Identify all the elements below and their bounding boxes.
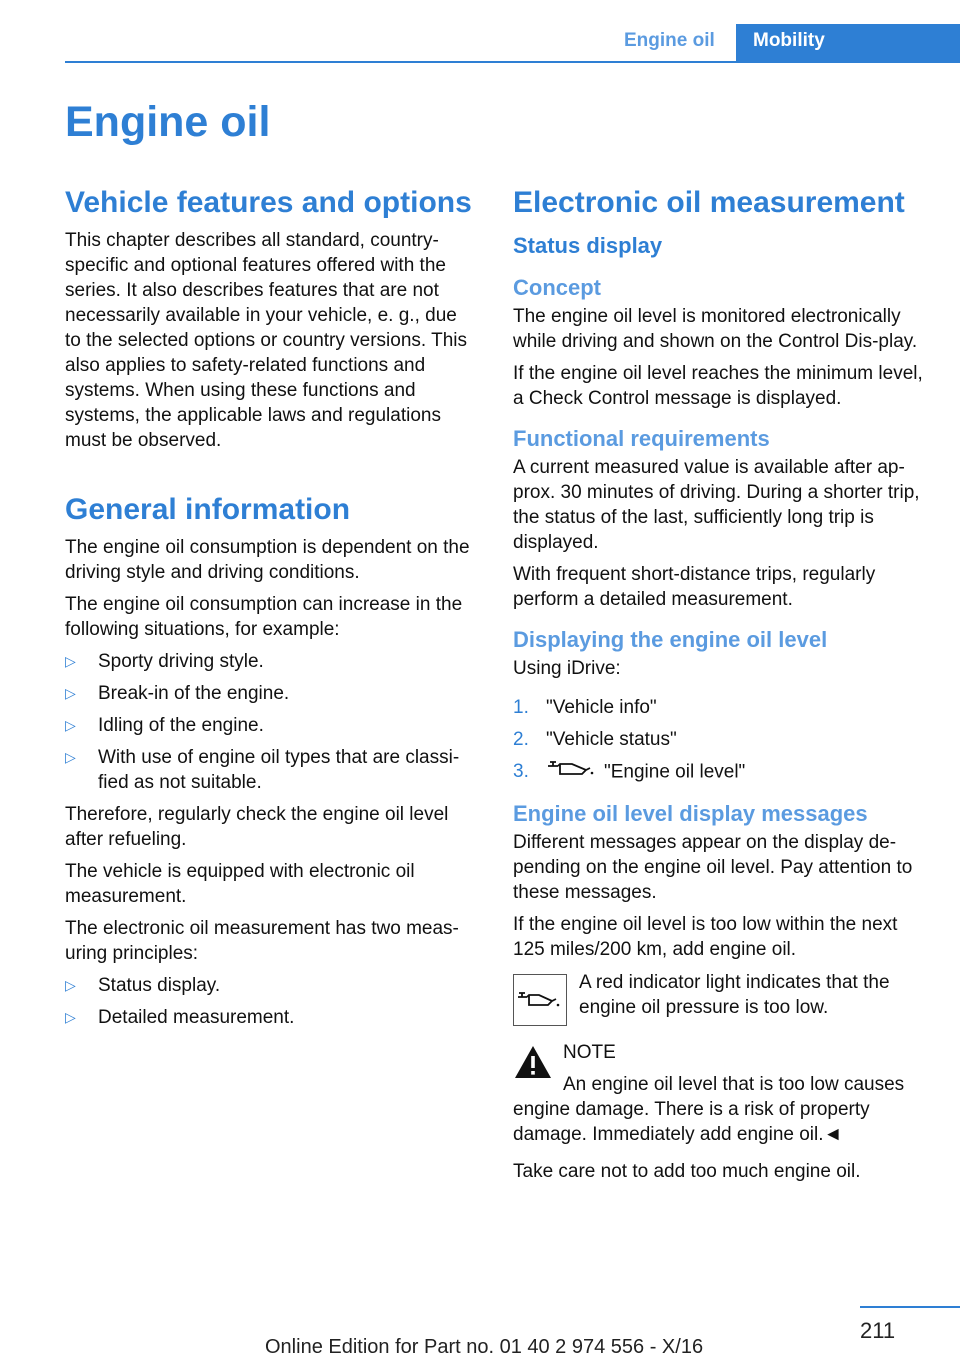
general-paragraph-1: The engine oil consumption is dependent on the driving style and driving conditions. — [65, 537, 470, 583]
heading-displaying-oil-level: Displaying the engine oil level — [513, 627, 828, 652]
step-item — [513, 759, 927, 786]
page-title: Engine oil — [65, 98, 271, 146]
oil-pressure-indicator-icon — [513, 974, 567, 1026]
messages-paragraph-2: If the engine oil level is too low within the next 125 miles/200 km, add engine oil. — [513, 914, 898, 960]
header-section: Engine oil — [624, 30, 715, 51]
step-item — [513, 695, 927, 720]
general-paragraph-4: The vehicle is equipped with electronic oil measurement. — [65, 861, 415, 907]
list-item — [65, 973, 477, 998]
list-item — [65, 713, 477, 738]
general-paragraph-2: The engine oil consumption can increase in the following situations, for example: — [65, 594, 463, 640]
triangle-bullet-icon: ▷ — [65, 749, 76, 765]
step-text: "Engine oil level" — [604, 761, 746, 783]
header-tab: Mobility — [736, 24, 960, 61]
header-rule — [65, 61, 960, 63]
functional-paragraph-1: A current measured value is available after ap-prox. 30 minutes of driving. During a shorter trip, the status of the last, sufficiently long trip is displayed. — [513, 457, 920, 553]
list-item — [65, 681, 477, 706]
functional-paragraph-2: With frequent short-distance trips, regularly perform a detailed measurement. — [513, 564, 876, 610]
list-item — [65, 1005, 477, 1030]
indicator-light-paragraph — [513, 970, 927, 1028]
right-column — [513, 184, 927, 1191]
heading-general-information: General information — [65, 493, 351, 526]
triangle-bullet-icon: ▷ — [65, 685, 76, 701]
page-number-rule — [860, 1306, 960, 1308]
situations-list — [65, 649, 477, 795]
warning-triangle-icon — [513, 1044, 553, 1087]
step-text: "Vehicle info" — [546, 697, 657, 718]
idrive-paragraph: Using iDrive: — [513, 658, 621, 679]
general-paragraph-3: Therefore, regularly check the engine oil level after refueling. — [65, 804, 449, 850]
features-paragraph: This chapter describes all standard, country-specific and optional features offered with the series. It also describes features that are not necessarily available in your vehicle, e. g., due to the selected options or country versions. This also applies to safety-related functions and systems. When using these functions and systems, the applicable laws and regulations must be observed. — [65, 230, 468, 451]
messages-paragraph-1: Different messages appear on the display de-pending on the engine oil level. Pay attention to these messages. — [513, 832, 913, 903]
general-paragraph-5: The electronic oil measurement has two meas-uring principles: — [65, 918, 459, 964]
step-text: "Vehicle status" — [546, 729, 677, 750]
list-item-text: Idling of the engine. — [98, 715, 264, 736]
step-number: 3. — [513, 761, 529, 782]
concept-paragraph-2: If the engine oil level reaches the minimum level, a Check Control message is displayed. — [513, 363, 923, 409]
note-block — [513, 1040, 927, 1147]
step-item — [513, 727, 927, 752]
idrive-steps — [513, 695, 927, 786]
triangle-bullet-icon: ▷ — [65, 1009, 76, 1025]
list-item-text: Break-in of the engine. — [98, 683, 290, 704]
note-text-content: An engine oil level that is too low causes engine damage. There is a risk of property damage. Immediately add engine oil.◄ — [513, 1074, 905, 1145]
note-text — [513, 1072, 927, 1147]
heading-electronic-oil-measurement: Electronic oil measurement — [513, 186, 905, 219]
list-item-text: Status display. — [98, 975, 221, 996]
list-item — [65, 649, 477, 674]
oil-can-icon — [546, 759, 596, 786]
step-number: 2. — [513, 729, 529, 750]
note-label: NOTE — [563, 1042, 616, 1063]
list-item-text: Sporty driving style. — [98, 651, 264, 672]
heading-display-messages: Engine oil level display messages — [513, 801, 868, 826]
left-column — [65, 184, 477, 1037]
list-item — [65, 745, 477, 795]
triangle-bullet-icon: ▷ — [65, 977, 76, 993]
triangle-bullet-icon: ▷ — [65, 717, 76, 733]
last-paragraph: Take care not to add too much engine oil. — [513, 1161, 861, 1182]
list-item-text: Detailed measurement. — [98, 1007, 295, 1028]
concept-paragraph-1: The engine oil level is monitored electronically while driving and shown on the Control Dis-play. — [513, 306, 918, 352]
heading-status-display: Status display — [513, 233, 663, 258]
indicator-text: A red indicator light indicates that the engine oil pressure is too low. — [579, 972, 890, 1018]
principles-list — [65, 973, 477, 1030]
heading-functional-requirements: Functional requirements — [513, 426, 770, 451]
footer-edition: Online Edition for Part no. 01 40 2 974 556 - X/16 — [265, 1336, 704, 1358]
page-number: 211 — [860, 1318, 896, 1343]
heading-concept: Concept — [513, 275, 601, 300]
triangle-bullet-icon: ▷ — [65, 653, 76, 669]
step-number: 1. — [513, 697, 529, 718]
heading-vehicle-features: Vehicle features and options — [65, 186, 472, 219]
list-item-text: With use of engine oil types that are classi-fied as not suitable. — [98, 747, 460, 793]
